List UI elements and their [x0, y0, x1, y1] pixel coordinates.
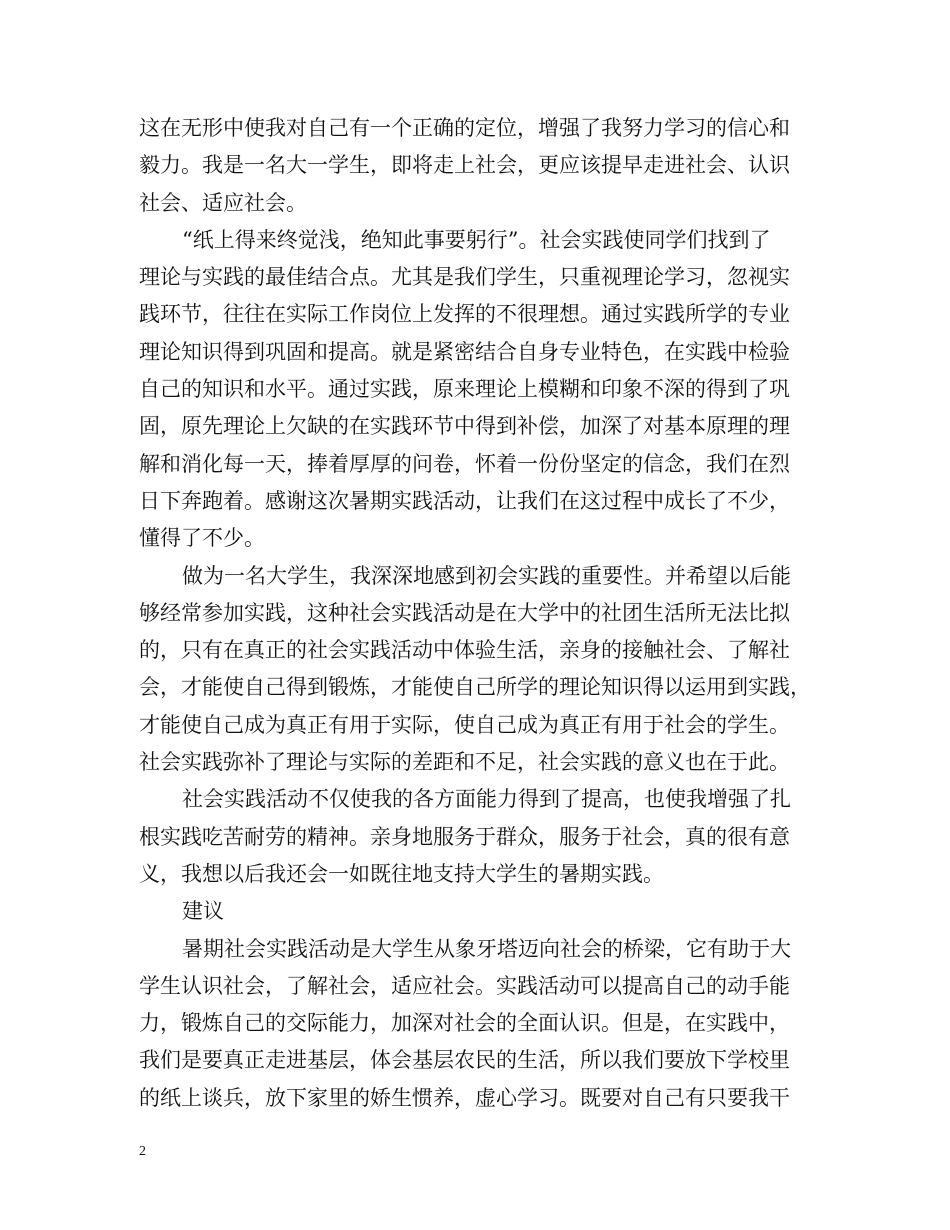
text-line: 会，才能使自己得到锻炼，才能使自己所学的理论知识得以运用到实践，	[139, 675, 811, 700]
text-line: 建议	[182, 899, 224, 924]
text-line: 义，我想以后我还会一如既往地支持大学生的暑期实践。	[139, 861, 664, 886]
text-line: 这在无形中使我对自己有一个正确的定位，增强了我努力学习的信心和	[139, 116, 790, 140]
text-line: 解和消化每一天，捧着厚厚的问卷，怀着一份份坚定的信念，我们在烈	[139, 451, 790, 476]
text-line: 固，原先理论上欠缺的在实践环节中得到补偿，加深了对基本原理的理	[139, 414, 790, 439]
text-line: 理论与实践的最佳结合点。尤其是我们学生，只重视理论学习，忽视实	[139, 265, 790, 290]
text-line: 我们是要真正走进基层，体会基层农民的生活，所以我们要放下学校里	[139, 1048, 790, 1073]
text-line: 理论知识得到巩固和提高。就是紧密结合自身专业特色，在实践中检验	[139, 339, 790, 364]
text-line: 才能使自己成为真正有用于实际，使自己成为真正有用于社会的学生。	[139, 712, 790, 737]
text-line: “纸上得来终觉浅，绝知此事要躬行”。社会实践使同学们找到了	[182, 227, 771, 252]
text-line: 的纸上谈兵，放下家里的娇生惯养，虚心学习。既要对自己有只要我干	[139, 1085, 790, 1110]
text-line: 的，只有在真正的社会实践活动中体验生活，亲身的接触社会、了解社	[139, 638, 790, 663]
text-line: 社会实践活动不仅使我的各方面能力得到了提高，也使我增强了扎	[182, 787, 791, 812]
text-line: 社会实践弥补了理论与实际的差距和不足，社会实践的意义也在于此。	[139, 750, 790, 775]
text-line: 日下奔跑着。感谢这次暑期实践活动，让我们在这过程中成长了不少，	[139, 488, 790, 513]
text-line: 根实践吃苦耐劳的精神。亲身地服务于群众，服务于社会，真的很有意	[139, 824, 790, 849]
text-line: 践环节，往往在实际工作岗位上发挥的不很理想。通过实践所学的专业	[139, 302, 790, 327]
page-number: 2	[139, 1144, 146, 1159]
text-line: 够经常参加实践，这种社会实践活动是在大学中的社团生活所无法比拟	[139, 600, 790, 625]
text-line: 懂得了不少。	[139, 526, 265, 551]
text-line: 力，锻炼自己的交际能力，加深对社会的全面认识。但是，在实践中，	[139, 1011, 790, 1036]
text-line: 学生认识社会，了解社会，适应社会。实践活动可以提高自己的动手能	[139, 973, 790, 998]
text-line: 做为一名大学生，我深深地感到初会实践的重要性。并希望以后能	[182, 563, 791, 588]
text-line: 社会、适应社会。	[139, 190, 307, 215]
text-line: 暑期社会实践活动是大学生从象牙塔迈向社会的桥梁，它有助于大	[182, 936, 791, 961]
text-line: 毅力。我是一名大一学生，即将走上社会，更应该提早走进社会、认识	[139, 153, 790, 178]
text-line: 自己的知识和水平。通过实践，原来理论上模糊和印象不深的得到了巩	[139, 377, 790, 402]
document-body	[139, 110, 829, 1117]
